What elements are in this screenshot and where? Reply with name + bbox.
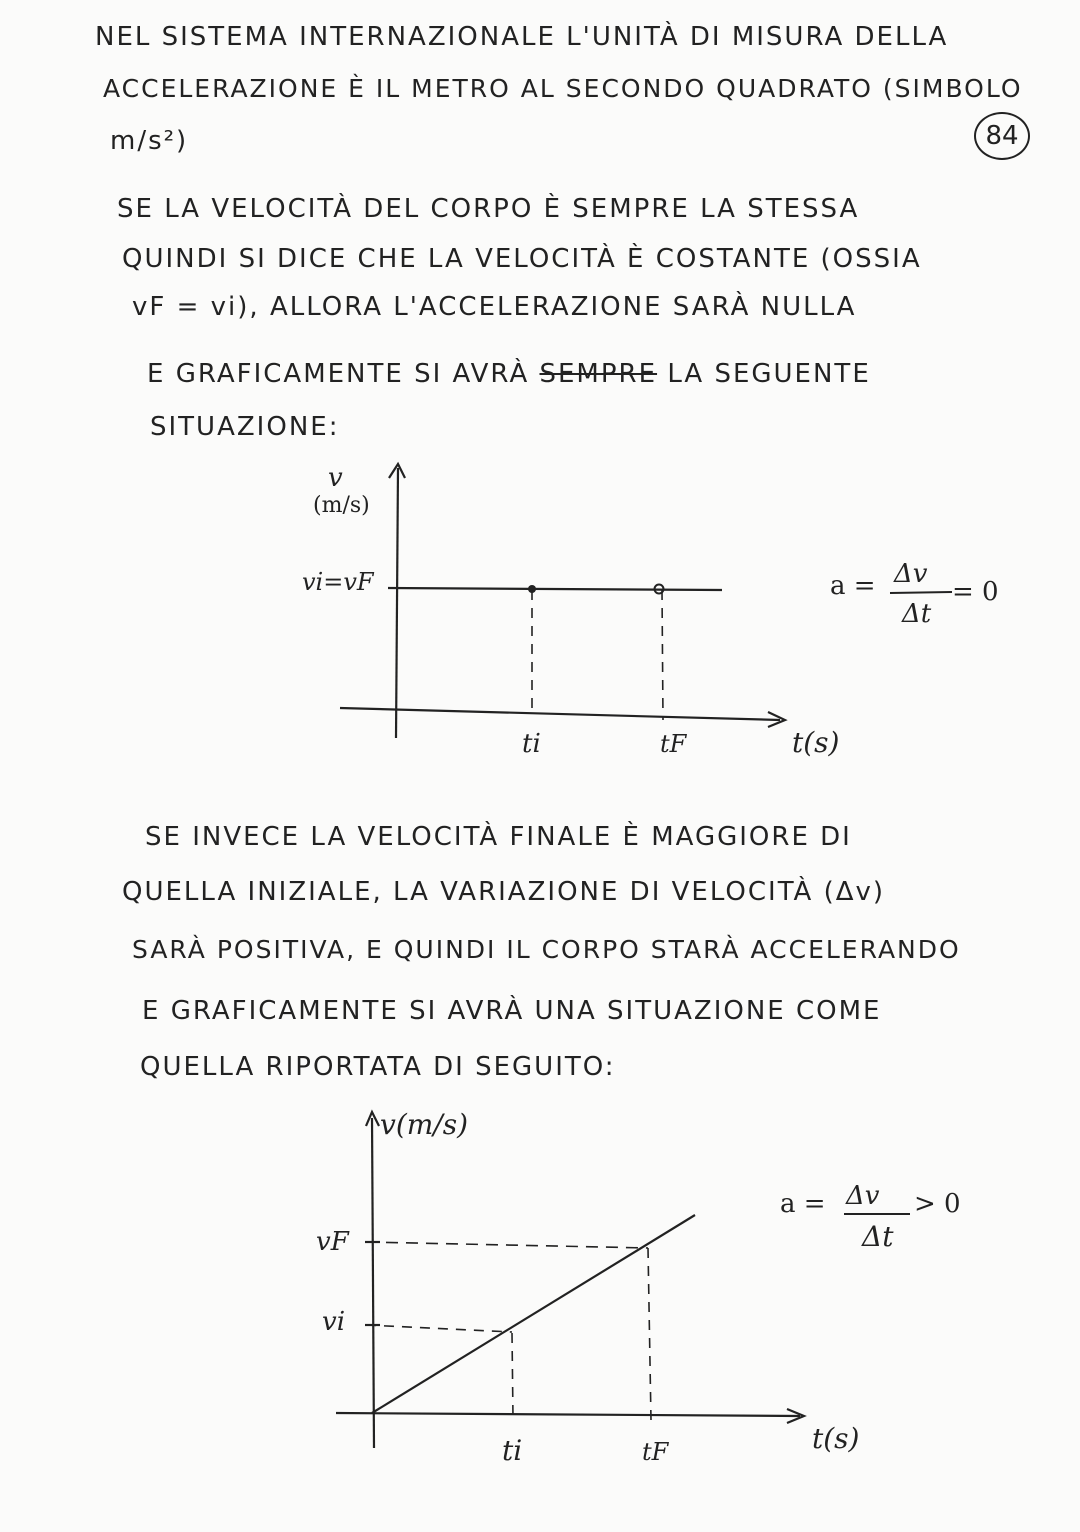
- graph2-y-axis: [372, 1118, 374, 1448]
- graph2-x-label: t(s): [812, 1422, 860, 1455]
- graph2-y-label: v(m/s): [380, 1108, 469, 1141]
- paragraph3-line2: QUELLA INIZIALE, LA VARIAZIONE DI VELOCITÀ (Δv): [122, 877, 886, 907]
- paragraph3-line5: QUELLA RIPORTATA DI SEGUITO:: [140, 1052, 616, 1082]
- graph1-formula-lhs: a =: [830, 571, 876, 601]
- graph2-vi-label: vi: [322, 1307, 346, 1337]
- graph2-velocity-line: [372, 1215, 695, 1413]
- graph1-formula-den: Δt: [902, 599, 932, 629]
- graph2: [336, 1112, 804, 1448]
- paragraph2-line4-start: E GRAFICAMENTE SI AVRÀ: [147, 359, 530, 389]
- paragraph2-line3: vF = vi), ALLORA L'ACCELERAZIONE SARÀ NULLA: [132, 292, 857, 322]
- graph1-dash-tf: [662, 590, 663, 720]
- graph2-vf-label: vF: [316, 1227, 349, 1257]
- paragraph3-line4: E GRAFICAMENTE SI AVRÀ UNA SITUAZIONE COME: [142, 996, 882, 1026]
- graph1-formula-num: Δv: [894, 559, 928, 589]
- paragraph2-line5: SITUAZIONE:: [150, 412, 340, 442]
- paragraph2-line2: QUINDI SI DICE CHE LA VELOCITÀ È COSTANTE (OSSIA: [122, 244, 922, 274]
- paragraph1-line2: ACCELERAZIONE È IL METRO AL SECONDO QUADRATO (SIMBOLO: [103, 74, 1023, 103]
- graph1-level-label: vi=vF: [302, 568, 374, 596]
- graph2-x-tick-tf: tF: [642, 1438, 669, 1466]
- graph2-x-tick-ti: ti: [502, 1434, 523, 1467]
- page-number: 84: [974, 112, 1030, 160]
- graph2-x-axis: [336, 1413, 800, 1416]
- graph1-y-label: v: [328, 463, 343, 493]
- graph2-formula-rhs: > 0: [914, 1189, 961, 1219]
- graph1-x-tick-ti: ti: [522, 729, 541, 759]
- graph2-dash-ti: [512, 1333, 513, 1418]
- paragraph3-line3: SARÀ POSITIVA, E QUINDI IL CORPO STARÀ ACCELERANDO: [132, 935, 961, 964]
- graph2-dash-vf: [366, 1242, 648, 1248]
- paragraph2-line1: SE LA VELOCITÀ DEL CORPO È SEMPRE LA STESSA: [117, 194, 860, 224]
- paragraph3-line1: SE INVECE LA VELOCITÀ FINALE È MAGGIORE DI: [145, 822, 852, 852]
- graph1-point-ti: [528, 585, 536, 593]
- paragraph2-line4-end: LA SEGUENTE: [667, 359, 871, 389]
- graph2-dash-tf: [648, 1248, 651, 1420]
- graph1-y-unit: (m/s): [313, 493, 370, 518]
- graph1-formula-bar: [890, 592, 952, 593]
- struck-word: SEMPRE: [539, 359, 658, 389]
- graph2-dash-vi: [366, 1325, 512, 1332]
- graph1-constant-line: [388, 588, 722, 590]
- paragraph1-line1: NEL SISTEMA INTERNAZIONALE L'UNITÀ DI MISURA DELLA: [95, 22, 949, 52]
- graph1-x-tick-tf: tF: [660, 730, 687, 758]
- graph1-formula-rhs: = 0: [952, 577, 999, 607]
- graph1: [340, 464, 785, 738]
- graph1-x-label: t(s): [792, 726, 840, 759]
- graph1-y-axis: [396, 468, 398, 738]
- graph2-formula-lhs: a =: [780, 1189, 826, 1219]
- graph2-formula-den: Δt: [862, 1220, 894, 1253]
- graph2-formula-num: Δv: [846, 1181, 880, 1211]
- graph1-x-axis: [340, 708, 780, 720]
- paragraph1-line3: m/s²): [110, 126, 189, 156]
